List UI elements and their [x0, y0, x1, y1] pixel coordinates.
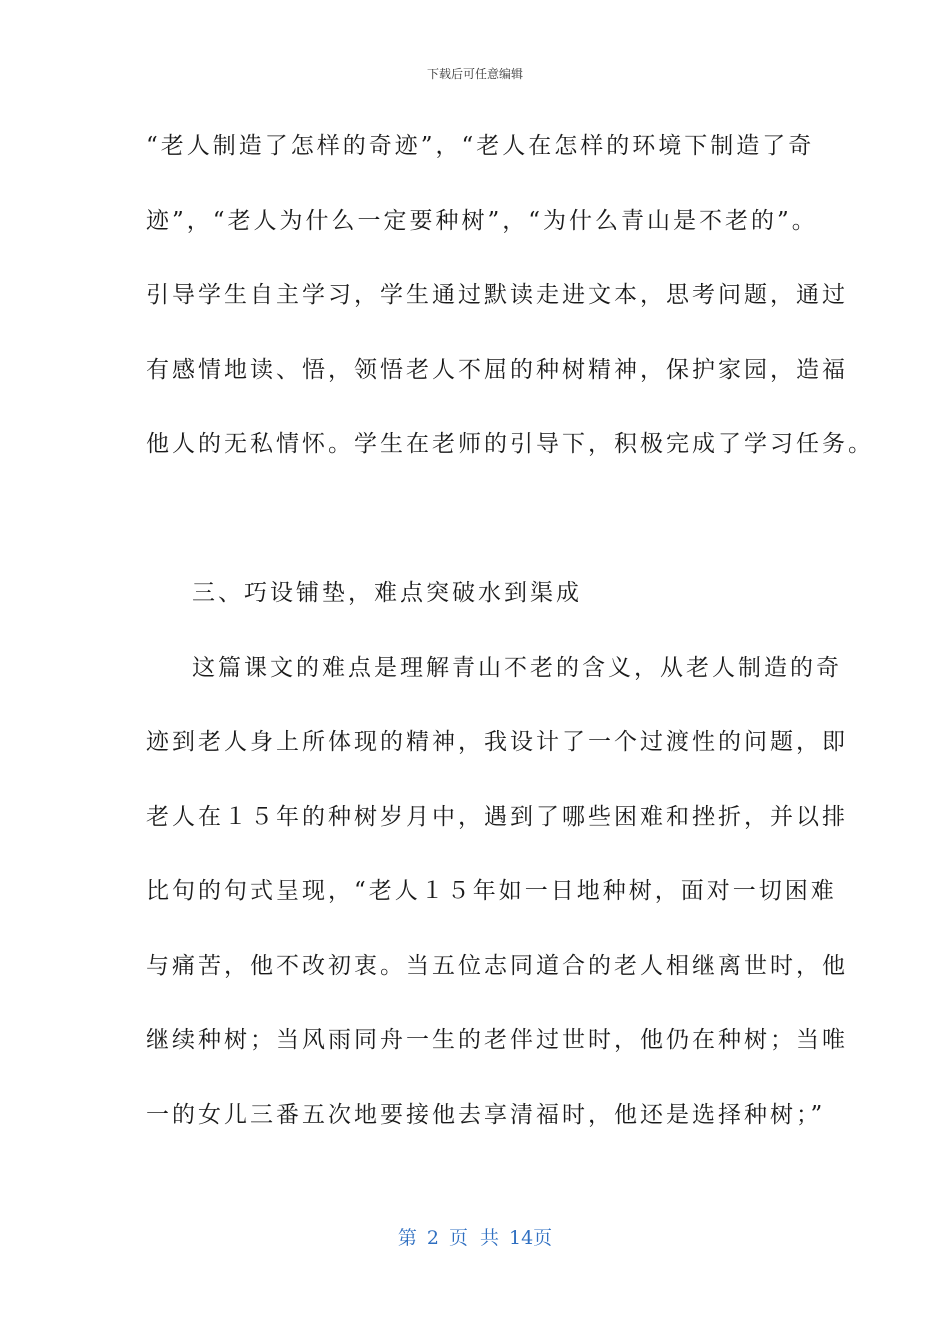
- header-note: 下载后可任意编辑: [426, 67, 523, 81]
- text-line: 迹到老人身上所体现的精神，我设计了一个过渡性的问题，即: [146, 729, 848, 755]
- text-line: 老人在１５年的种树岁月中，遇到了哪些困难和挫折，并以排: [146, 803, 848, 830]
- paragraph-2: [146, 644, 848, 1166]
- text-line: 引导学生自主学习，学生通过默读走进文本，思考问题，通过: [146, 282, 848, 308]
- page-footer: [0, 1226, 950, 1250]
- text-line: 比句的句式呈现，“老人１５年如一日地种树，面对一切困难: [146, 878, 837, 904]
- paragraph-spacer: [146, 495, 806, 570]
- footer-prefix: 第: [397, 1227, 417, 1249]
- text-line: 与痛苦，他不改初衷。当五位志同道合的老人相继离世时，他: [146, 952, 848, 979]
- text-line: 他人的无私情怀。学生在老师的引导下，积极完成了学习任务。: [146, 431, 874, 457]
- document-body: [146, 122, 874, 1165]
- text-line: “老人制造了怎样的奇迹”，“老人在怎样的环境下制造了奇: [146, 133, 815, 159]
- footer-middle: 页 共: [448, 1227, 499, 1249]
- section-heading: 三、巧设铺垫，难点突破水到渠成: [192, 580, 582, 606]
- text-line: 这篇课文的难点是理解青山不老的含义，从老人制造的奇: [192, 654, 842, 681]
- footer-total-pages: 14页: [508, 1227, 553, 1249]
- text-line: 继续种树；当风雨同舟一生的老伴过世时，他仍在种树；当唯: [146, 1027, 848, 1053]
- text-line: 迹”，“老人为什么一定要种树”，“为什么青山是不老的”。: [146, 207, 818, 234]
- text-line: 有感情地读、悟，领悟老人不屈的种树精神，保护家园，造福: [146, 356, 848, 383]
- text-line: 一的女儿三番五次地要接他去享清福时，他还是选择种树；”: [146, 1101, 826, 1128]
- paragraph-1: [146, 122, 874, 495]
- page-header: [0, 66, 950, 82]
- footer-current-page: 2: [426, 1227, 439, 1249]
